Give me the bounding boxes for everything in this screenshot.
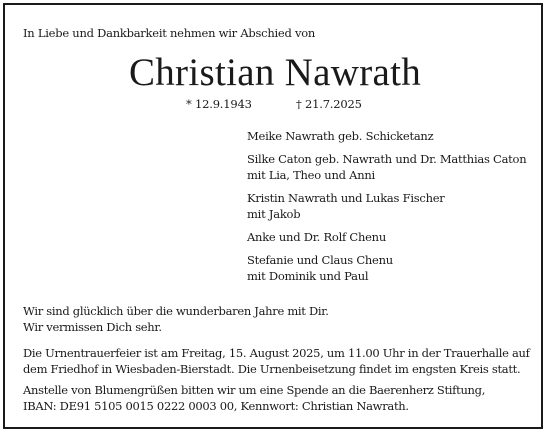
farewell-line: Wir sind glücklich über die wunderbaren Jahre mit Dir. <box>23 304 329 318</box>
ceremony-paragraph <box>23 345 530 377</box>
donation-line: IBAN: DE91 5105 0015 0222 0003 00, Kennwort: Christian Nawrath. <box>23 399 409 413</box>
farewell-paragraph <box>23 303 329 335</box>
donation-paragraph <box>23 382 485 414</box>
family-entry <box>247 252 526 284</box>
family-line: mit Jakob <box>247 207 301 221</box>
family-line: Meike Nawrath geb. Schicketanz <box>247 129 434 143</box>
deceased-name: Christian Nawrath <box>128 51 422 94</box>
death-date: † 21.7.2025 <box>296 97 362 111</box>
family-line: Silke Caton geb. Nawrath und Dr. Matthias Caton <box>247 152 527 166</box>
farewell-line: Wir vermissen Dich sehr. <box>23 320 162 334</box>
family-list <box>247 128 526 291</box>
family-entry <box>247 229 526 245</box>
ceremony-line: Die Urnentrauerfeier ist am Freitag, 15. August 2025, um 11.00 Uhr in der Trauerhalle auf <box>23 346 530 360</box>
family-line: Stefanie und Claus Chenu <box>247 253 393 267</box>
donation-line: Anstelle von Blumengrüßen bitten wir um eine Spende an die Baerenherz Stiftung, <box>23 383 486 397</box>
family-entry <box>247 151 526 183</box>
family-entry <box>247 128 526 144</box>
family-entry <box>247 190 526 222</box>
family-line: mit Lia, Theo und Anni <box>247 168 375 182</box>
intro-text: In Liebe und Dankbarkeit nehmen wir Abschied von <box>23 26 316 40</box>
ceremony-line: dem Friedhof in Wiesbaden-Bierstadt. Die Urnenbeisetzung findet im engsten Kreis statt. <box>23 362 521 376</box>
birth-date: * 12.9.1943 <box>186 97 252 111</box>
family-line: Anke und Dr. Rolf Chenu <box>247 230 386 244</box>
family-line: Kristin Nawrath und Lukas Fischer <box>247 191 445 205</box>
family-line: mit Dominik und Paul <box>247 269 369 283</box>
